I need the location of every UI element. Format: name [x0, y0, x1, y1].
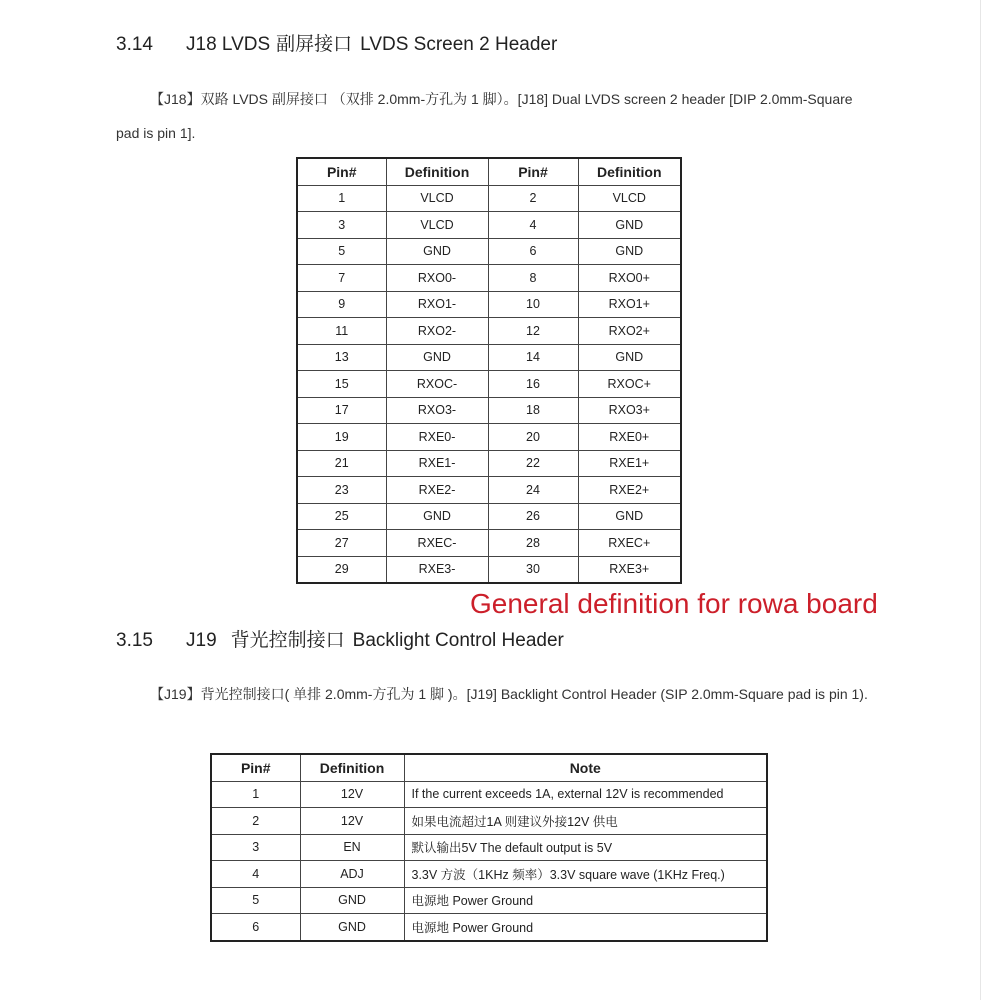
- section-heading-3-14: [116, 29, 557, 56]
- table-header-row: [297, 158, 681, 185]
- table-cell: RXO3-: [386, 397, 488, 424]
- section-number: 3.15: [116, 630, 153, 651]
- column-header: Definition: [578, 158, 681, 185]
- table-cell: GND: [386, 344, 488, 371]
- table-cell: RXO2+: [578, 318, 681, 345]
- table-cell: 15: [297, 371, 386, 398]
- table-cell: 10: [488, 291, 578, 318]
- table-cell: If the current exceeds 1A, external 12V is recommended: [404, 781, 767, 808]
- table-cell: 12V: [300, 808, 404, 835]
- table-cell: GND: [386, 503, 488, 530]
- table-cell: RXO0+: [578, 265, 681, 292]
- table-row: [297, 371, 681, 398]
- table-cell: 21: [297, 450, 386, 477]
- table-cell: 4: [211, 861, 300, 888]
- table-cell: RXE0-: [386, 424, 488, 451]
- table-cell: RXOC-: [386, 371, 488, 398]
- table-cell: 18: [488, 397, 578, 424]
- table-cell: 28: [488, 530, 578, 557]
- table-cell: RXO0-: [386, 265, 488, 292]
- table-row: [297, 477, 681, 504]
- table-cell: RXO2-: [386, 318, 488, 345]
- section-title-en: LVDS Screen 2 Header: [360, 34, 558, 55]
- section-description-3-14: [116, 82, 876, 150]
- table-cell: RXE1-: [386, 450, 488, 477]
- table-header-row: [211, 754, 767, 781]
- column-header: Definition: [386, 158, 488, 185]
- table-cell: 4: [488, 212, 578, 239]
- table-cell: VLCD: [578, 185, 681, 212]
- table-cell: 12V: [300, 781, 404, 808]
- table-cell: RXO1-: [386, 291, 488, 318]
- j18-pin-table: [296, 157, 682, 584]
- table-cell: 27: [297, 530, 386, 557]
- table-cell: 13: [297, 344, 386, 371]
- table-row: [297, 556, 681, 583]
- table-row: [297, 503, 681, 530]
- table-row: [211, 834, 767, 861]
- j19-pin-table: [210, 753, 768, 942]
- table-row: [297, 450, 681, 477]
- table-row: [297, 238, 681, 265]
- table-cell: GND: [578, 503, 681, 530]
- table-row: [297, 397, 681, 424]
- table-cell: 7: [297, 265, 386, 292]
- table-cell: VLCD: [386, 212, 488, 239]
- column-header: Definition: [300, 754, 404, 781]
- table-cell: RXO3+: [578, 397, 681, 424]
- table-cell: 20: [488, 424, 578, 451]
- table-row: [297, 212, 681, 239]
- table-cell: GND: [578, 344, 681, 371]
- table-cell: VLCD: [386, 185, 488, 212]
- table-row: [211, 808, 767, 835]
- table-cell: 17: [297, 397, 386, 424]
- table-cell: 电源地 Power Ground: [404, 887, 767, 914]
- table-cell: GND: [386, 238, 488, 265]
- annotation-note: General definition for rowa board: [470, 588, 878, 619]
- column-header: Pin#: [297, 158, 386, 185]
- description-text: 【J18】双路 LVDS 副屏接口 （双排 2.0mm-方孔为 1 脚）。[J18] Dual LVDS screen 2 header [DIP 2.0mm-Square pad is pin 1].: [116, 91, 853, 141]
- table-cell: 如果电流超过1A 则建议外接12V 供电: [404, 808, 767, 835]
- table-cell: 3: [211, 834, 300, 861]
- table-cell: 24: [488, 477, 578, 504]
- table-row: [297, 530, 681, 557]
- section-number: 3.14: [116, 34, 153, 55]
- table-cell: RXE2-: [386, 477, 488, 504]
- table-cell: 8: [488, 265, 578, 292]
- table-cell: RXE0+: [578, 424, 681, 451]
- table-row: [211, 781, 767, 808]
- table-cell: 5: [297, 238, 386, 265]
- table-cell: 29: [297, 556, 386, 583]
- table-cell: RXOC+: [578, 371, 681, 398]
- section-code: J19: [186, 630, 217, 651]
- table-cell: 26: [488, 503, 578, 530]
- table-cell: 25: [297, 503, 386, 530]
- table-row: [297, 318, 681, 345]
- column-header: Pin#: [211, 754, 300, 781]
- table-row: [297, 185, 681, 212]
- table-cell: RXE2+: [578, 477, 681, 504]
- table-cell: 6: [488, 238, 578, 265]
- table-row: [211, 861, 767, 888]
- table-row: [297, 291, 681, 318]
- section-code: J18 LVDS: [186, 34, 271, 55]
- table-cell: RXEC+: [578, 530, 681, 557]
- table-cell: GND: [300, 914, 404, 941]
- section-title-cn: 背光控制接口: [230, 630, 345, 651]
- section-heading-3-15: [116, 625, 564, 652]
- table-cell: 23: [297, 477, 386, 504]
- table-cell: 电源地 Power Ground: [404, 914, 767, 941]
- table-row: [297, 344, 681, 371]
- table-row: [297, 424, 681, 451]
- table-cell: 19: [297, 424, 386, 451]
- column-header: Note: [404, 754, 767, 781]
- table-cell: 3: [297, 212, 386, 239]
- table-cell: 30: [488, 556, 578, 583]
- column-header: Pin#: [488, 158, 578, 185]
- table-cell: GND: [300, 887, 404, 914]
- section-description-3-15: [116, 677, 876, 711]
- table-row: [297, 265, 681, 292]
- table-cell: 22: [488, 450, 578, 477]
- table-cell: GND: [578, 212, 681, 239]
- table-cell: 2: [211, 808, 300, 835]
- table-cell: EN: [300, 834, 404, 861]
- page-edge-divider: [980, 0, 981, 1000]
- table-cell: RXE3-: [386, 556, 488, 583]
- section-title-cn: 副屏接口: [276, 34, 353, 55]
- table-cell: 11: [297, 318, 386, 345]
- table-cell: 14: [488, 344, 578, 371]
- table-cell: 3.3V 方波（1KHz 频率）3.3V square wave (1KHz Freq.): [404, 861, 767, 888]
- table-cell: 16: [488, 371, 578, 398]
- table-row: [211, 914, 767, 941]
- table-cell: 默认输出5V The default output is 5V: [404, 834, 767, 861]
- section-title-en: Backlight Control Header: [352, 630, 564, 651]
- table-cell: 2: [488, 185, 578, 212]
- description-text: 【J19】背光控制接口( 单排 2.0mm-方孔为 1 脚 )。[J19] Backlight Control Header (SIP 2.0mm-Square pad is pin 1).: [150, 686, 868, 702]
- table-cell: RXE1+: [578, 450, 681, 477]
- table-cell: 9: [297, 291, 386, 318]
- table-cell: 1: [211, 781, 300, 808]
- table-cell: GND: [578, 238, 681, 265]
- table-cell: ADJ: [300, 861, 404, 888]
- table-cell: 6: [211, 914, 300, 941]
- table-cell: RXE3+: [578, 556, 681, 583]
- table-cell: RXO1+: [578, 291, 681, 318]
- table-cell: 1: [297, 185, 386, 212]
- table-cell: 12: [488, 318, 578, 345]
- table-cell: RXEC-: [386, 530, 488, 557]
- table-cell: 5: [211, 887, 300, 914]
- table-row: [211, 887, 767, 914]
